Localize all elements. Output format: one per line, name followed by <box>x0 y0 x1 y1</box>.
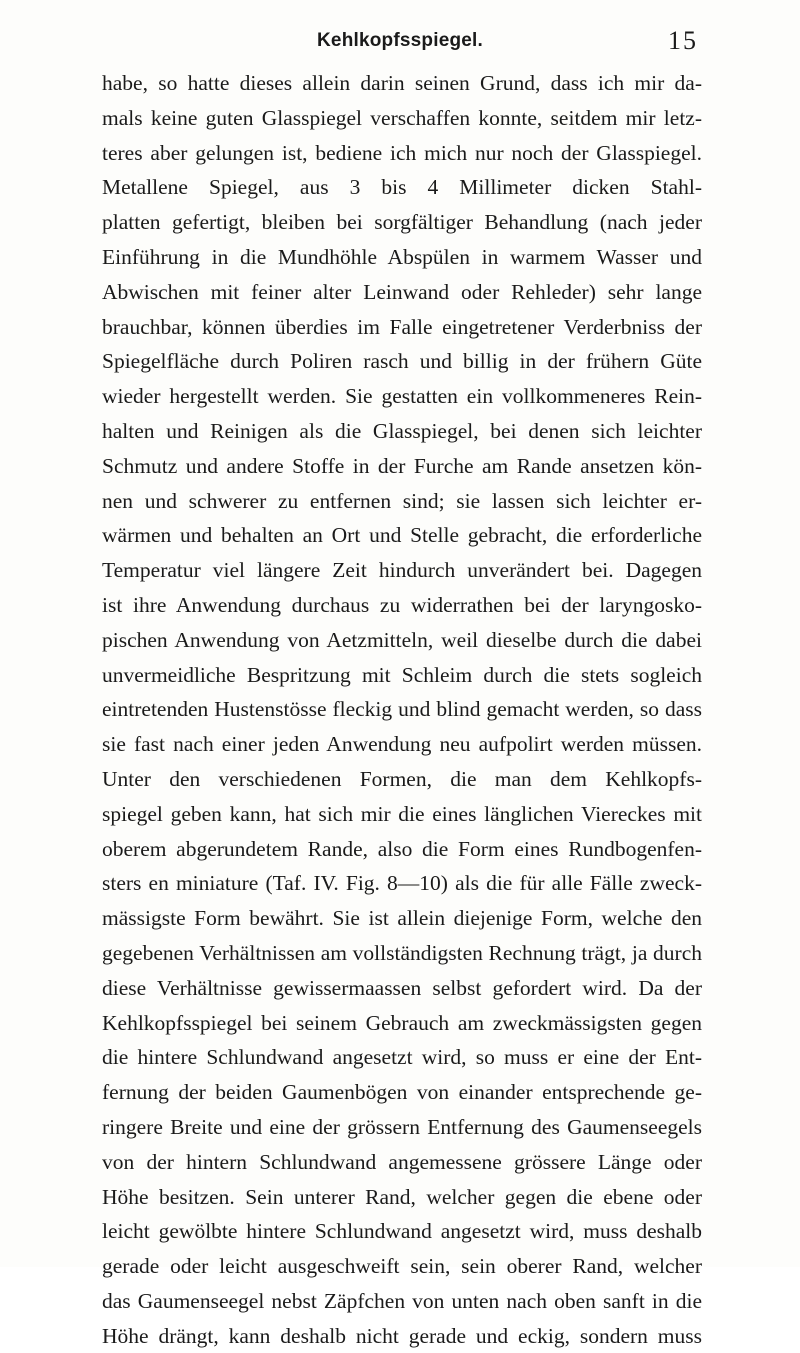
text-line: leicht gewölbte hintere Schlundwand angesetzt wird, muss deshalb <box>102 1219 702 1244</box>
text-line: sie fast nach einer jeden Anwendung neu aufpolirt werden müssen. <box>102 732 702 757</box>
text-line: ist ihre Anwendung durchaus zu widerrathen bei der laryngosko- <box>102 592 702 617</box>
text-line: unvermeidliche Bespritzung mit Schleim durch die stets sogleich <box>102 662 702 687</box>
text-line: von der hintern Schlundwand angemessene grössere Länge oder <box>102 1149 702 1174</box>
text-line: wieder hergestellt werden. Sie gestatten ein vollkommeneres Rein- <box>102 384 702 409</box>
text-line: gerade oder leicht ausgeschweift sein, sein oberer Rand, welcher <box>102 1254 702 1279</box>
text-line: nen und schwerer zu entfernen sind; sie lassen sich leichter er- <box>102 488 702 513</box>
text-line: eintretenden Hustenstösse fleckig und blind gemacht werden, so dass <box>102 697 702 722</box>
text-line: diese Verhältnisse gewissermaassen selbst gefordert wird. Da der <box>102 975 702 1000</box>
text-line: Höhe drängt, kann deshalb nicht gerade und eckig, sondern muss <box>102 1323 702 1348</box>
text-line: Spiegelfläche durch Poliren rasch und billig in der frühern Güte <box>102 349 702 374</box>
text-line: die hintere Schlundwand angesetzt wird, so muss er eine der Ent- <box>102 1045 702 1070</box>
text-line: oberem abgerundetem Rande, also die Form eines Rundbogenfen- <box>102 836 702 861</box>
text-line: mals keine guten Glasspiegel verschaffen konnte, seitdem mir letz- <box>102 105 702 130</box>
text-line: Metallene Spiegel, aus 3 bis 4 Millimeter dicken Stahl- <box>102 175 702 200</box>
text-line: ringere Breite und eine der grössern Entfernung des Gaumenseegels <box>102 1114 702 1139</box>
text-line: pischen Anwendung von Aetzmitteln, weil dieselbe durch die dabei <box>102 627 702 652</box>
text-line: das Gaumenseegel nebst Zäpfchen von unten nach oben sanft in die <box>102 1288 702 1313</box>
text-line: mässigste Form bewährt. Sie ist allein diejenige Form, welche den <box>102 906 702 931</box>
text-line: wärmen und behalten an Ort und Stelle gebracht, die erforderliche <box>102 523 702 548</box>
running-head <box>0 24 800 54</box>
text-line: Schmutz und andere Stoffe in der Furche am Rande ansetzen kön- <box>102 453 702 478</box>
text-line: brauchbar, können überdies im Falle eingetretener Verderbniss der <box>102 314 702 339</box>
text-line: gegebenen Verhältnissen am vollständigsten Rechnung trägt, ja durch <box>102 940 702 965</box>
text-line: Einführung in die Mundhöhle Abspülen in warmem Wasser und <box>102 244 702 269</box>
text-line: habe, so hatte dieses allein darin seinen Grund, dass ich mir da- <box>102 71 702 95</box>
text-line: fernung der beiden Gaumenbögen von einander entsprechende ge- <box>102 1080 702 1105</box>
page-number: 15 <box>668 26 698 55</box>
text-line: teres aber gelungen ist, bediene ich mich nur noch der Glasspiegel. <box>102 140 702 165</box>
text-line: spiegel geben kann, hat sich mir die eines länglichen Viereckes mit <box>102 801 702 826</box>
text-line: sters en miniature (Taf. IV. Fig. 8—10) als die für alle Fälle zweck- <box>102 871 702 896</box>
text-line: Temperatur viel längere Zeit hindurch unverändert bei. Dagegen <box>102 558 702 583</box>
text-line: Abwischen mit feiner alter Leinwand oder Rehleder) sehr lange <box>102 279 702 304</box>
text-line: platten gefertigt, bleiben bei sorgfältiger Behandlung (nach jeder <box>102 210 702 235</box>
body-text <box>102 66 702 1353</box>
text-line: Höhe besitzen. Sein unterer Rand, welcher gegen die ebene oder <box>102 1184 702 1209</box>
text-line: halten und Reinigen als die Glasspiegel, bei denen sich leichter <box>102 418 702 443</box>
running-title: Kehlkopfsspiegel. <box>317 30 483 51</box>
text-line: Kehlkopfsspiegel bei seinem Gebrauch am zweckmässigsten gegen <box>102 1010 702 1035</box>
text-line: Unter den verschiedenen Formen, die man dem Kehlkopfs- <box>102 766 702 791</box>
